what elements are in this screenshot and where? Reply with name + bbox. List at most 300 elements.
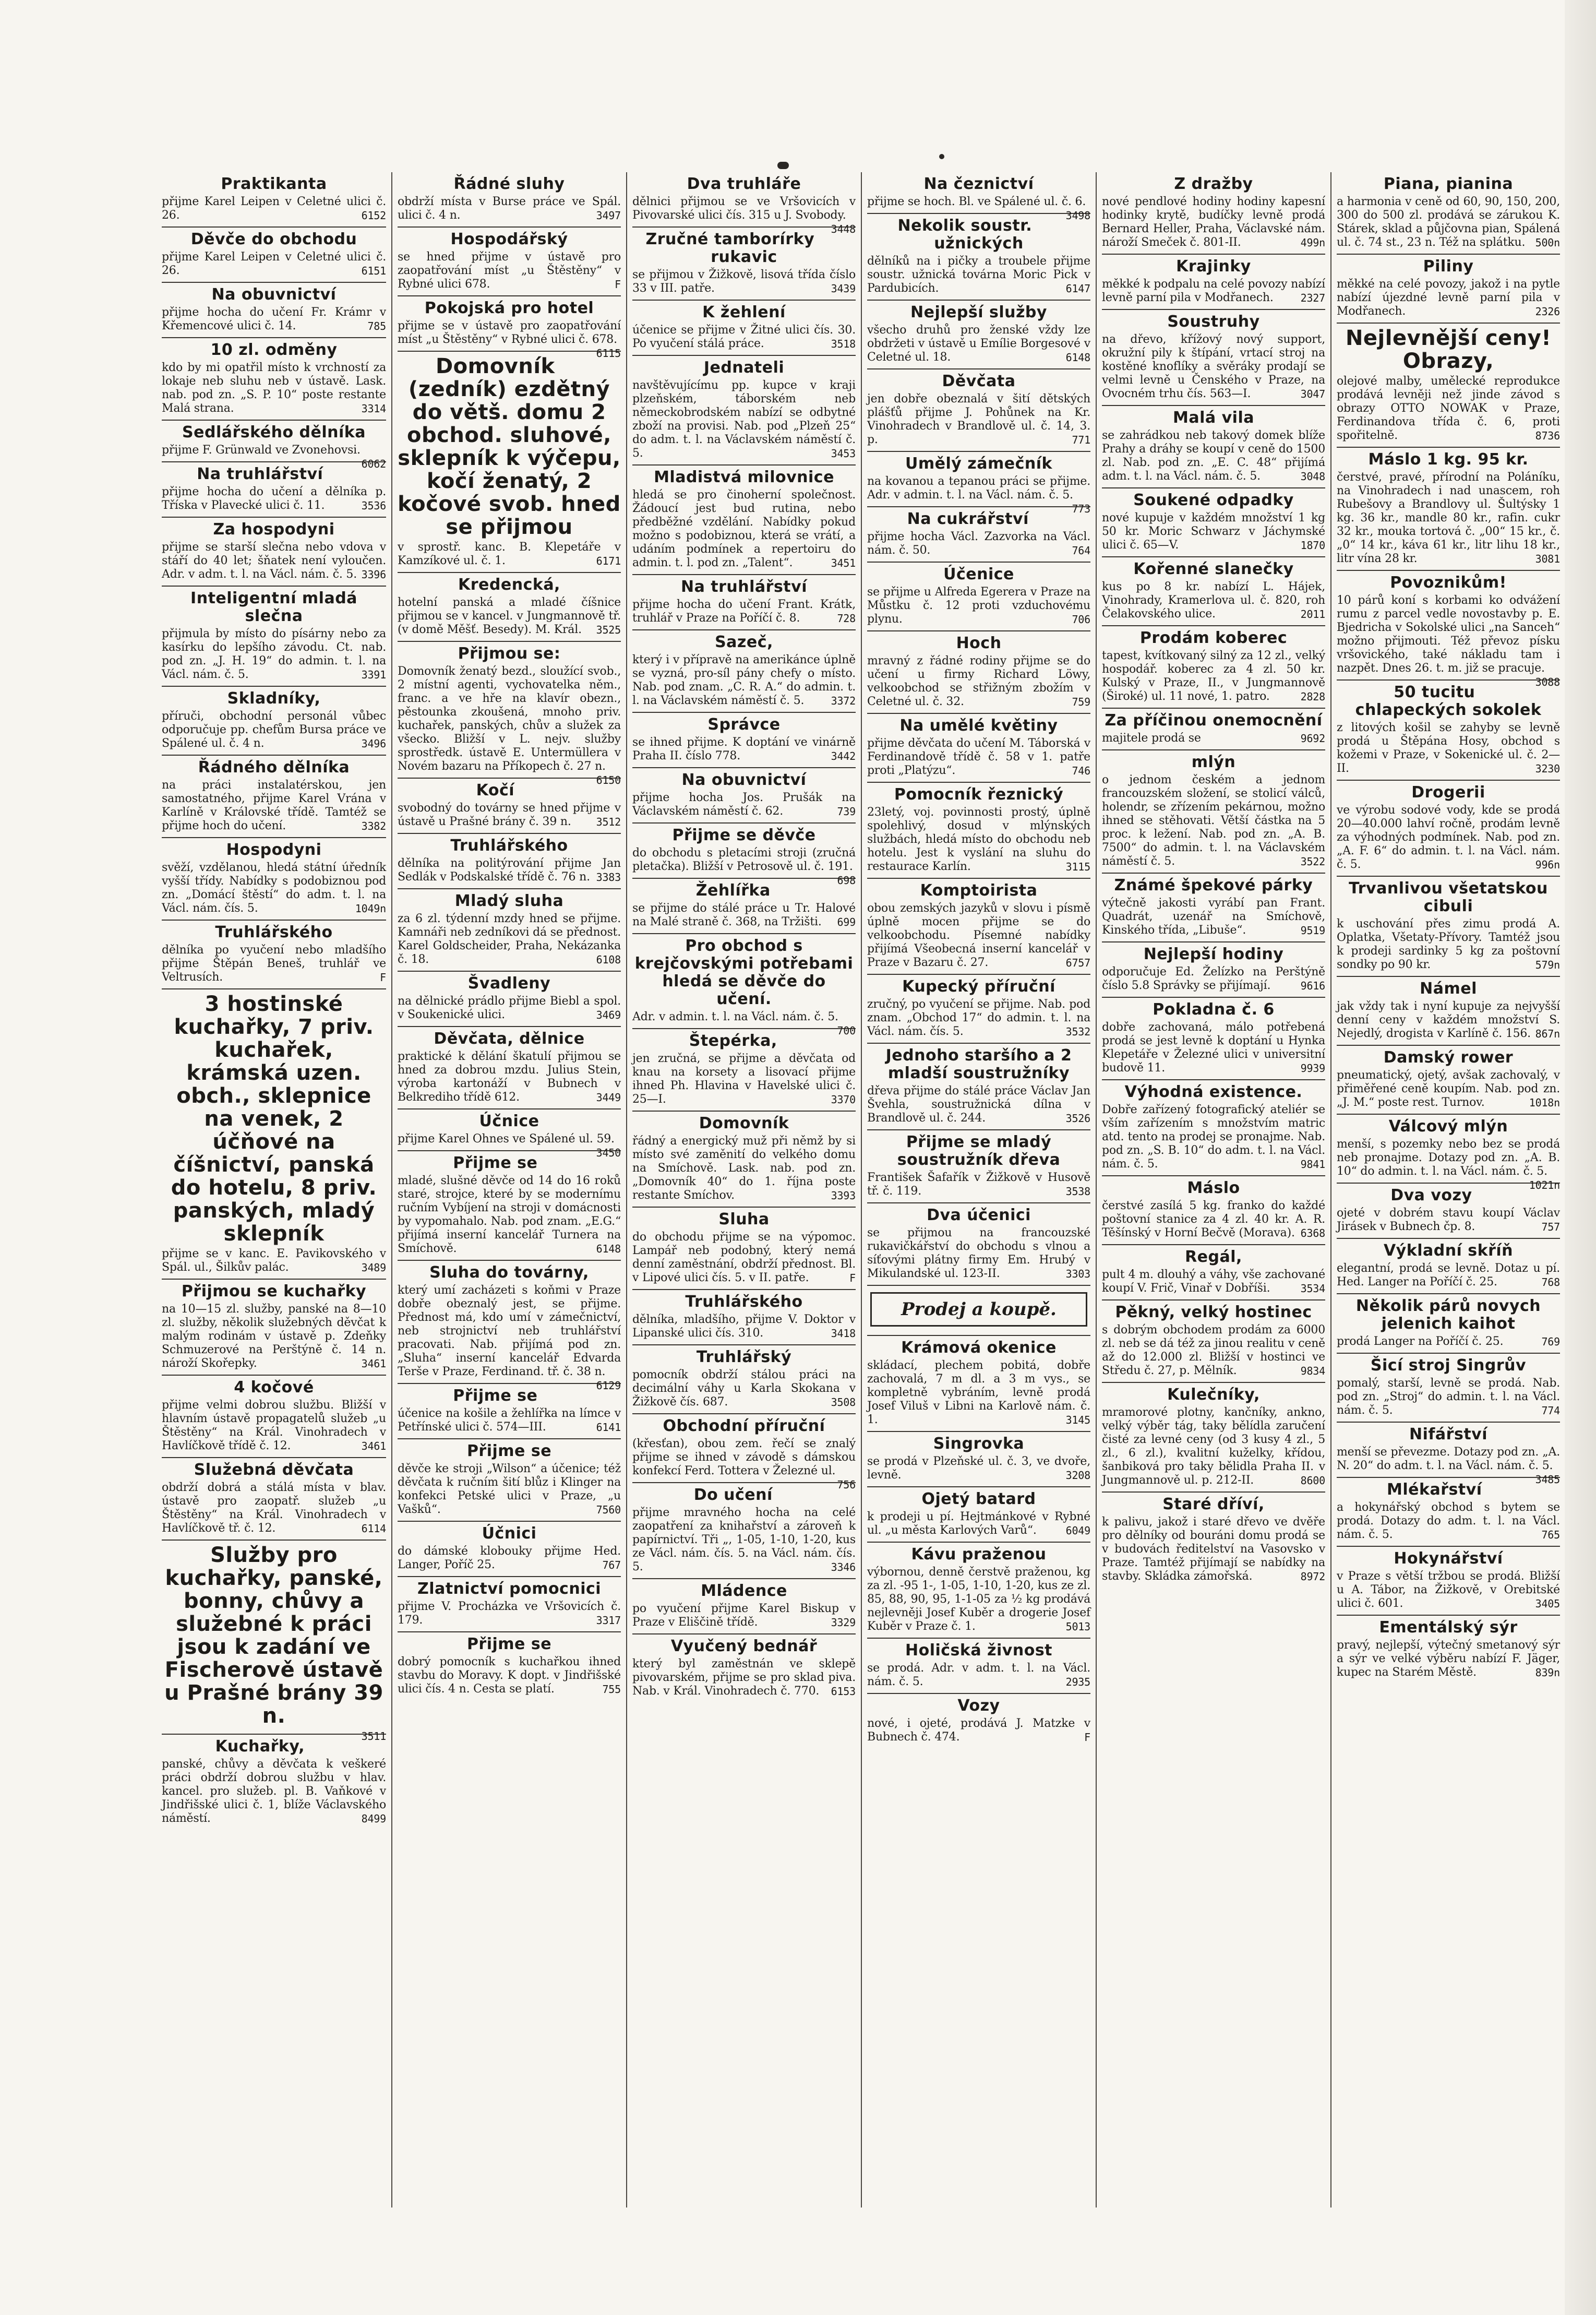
- classified-ad: [398, 1261, 621, 1392]
- ad-number: 6148: [1065, 351, 1090, 364]
- ad-body: [1102, 1268, 1325, 1295]
- ad-text: hotelní panská a mladé číšnice přijmou se v kancel. v Jungmannově tř. (v domě Měšť. Besedy). M. Král.: [398, 596, 621, 636]
- ad-body: [867, 324, 1090, 364]
- ad-heading: Sedlářského dělníka: [182, 423, 366, 441]
- ad-number: 6141: [596, 1421, 621, 1434]
- ad-number: 3497: [596, 209, 621, 222]
- ad-heading: Umělý zámečník: [905, 455, 1052, 473]
- ad-heading: Jednateli: [703, 359, 785, 377]
- ad-text: o jednom českém a jednom francouzském složení, se stolicí válců, holendr, se zřízením pekárnou, možno ihned se stěhovati. Větší částka na 5 proc. k ležení. Nab. pod zn. „A. B. 7500“ do admin. t. l. na Václavském náměstí č. 5.: [1102, 773, 1325, 868]
- ad-text: se přijme do stálé práce u Tr. Halové na Malé straně č. 368, na Tržišti.: [632, 902, 856, 928]
- ad-number: 6147: [1065, 282, 1090, 295]
- ad-text: pneumatický, ojetý, avšak zachovalý, v přiměřené ceně koupím. Nab. pod zn. „J. M.“ poste rest. Turnov.: [1337, 1069, 1560, 1109]
- ad-heading: Hospodářský: [450, 230, 568, 248]
- ad-text: na práci instalatérskou, jen samostatného, přijme Karel Vrána v Karlíně v Královské třídě. Tamtéž se přijme hoch do učení.: [162, 779, 386, 832]
- ad-number: 3115: [1065, 861, 1090, 873]
- ad-number: 8736: [1535, 429, 1560, 442]
- ad-text: navštěvujícímu pp. kupce v kraji plzeňském, táborském neb německobrodském nabízí se odbytné zboží na provisi. Nab. pod „Plzeň 25“ do adm. t. l. na Václavském náměstí č. 5.: [632, 379, 856, 460]
- ad-number: 500n: [1535, 236, 1560, 249]
- ad-body: [1337, 278, 1560, 318]
- ad-body: [1337, 1639, 1560, 1679]
- ad-body: [1102, 732, 1325, 745]
- ad-body: [1337, 804, 1560, 872]
- ad-text: se zahrádkou neb takový domek blíže Prahy a dráhy se koupí v ceně do 1500 zl. Nab. pod zn. „E. C. 48“ přijímá adm. t. l. na Václ. nám. č. 5.: [1102, 429, 1325, 483]
- ad-text: přijme se v ústavě pro zaopatřování míst „u Štěstěny“ v Rybné ulici č. 678.: [398, 319, 621, 346]
- ad-heading: Děvčata, dělnice: [434, 1030, 585, 1048]
- ad-heading: Služebná děvčata: [194, 1461, 354, 1479]
- ad-body: [632, 736, 856, 763]
- ad-heading: Válcový mlýn: [1388, 1117, 1508, 1136]
- classified-ad: [1337, 448, 1560, 571]
- ad-text: Domovník ženatý bezd., sloužící svob., 2 místní agenti, vychovatelka něm., franc. a ve hře na klavír obezn., pěstounka zkoušená, mnoho priv. kuchařek, panských, chův a služek za všecko. Bližší v L. nejv. služby sprostředk. ústavě E. Untermüllera v Novém bazaru na Příkopech č. 27 n.: [398, 665, 621, 773]
- ad-body: [1337, 1000, 1560, 1041]
- ad-text: se přijmou na francouzské rukavičkářství do obchodu s vlnou a síťovými plátny firmy Em. Hrubý v Mikulandské ul. 123-II.: [867, 1226, 1090, 1280]
- ad-number: 996n: [1535, 858, 1560, 871]
- ad-heading: Truhlářského: [685, 1293, 803, 1311]
- ad-number: 3382: [361, 820, 386, 832]
- ad-number: 3370: [831, 1093, 856, 1106]
- ad-heading: Na cukrářství: [907, 510, 1029, 528]
- ad-text: dělníka na politýrování přijme Jan Sedlák v Podskalské třídě č. 76 n.: [398, 857, 621, 884]
- classified-ad: [162, 587, 386, 687]
- ad-number: 3498: [1065, 209, 1090, 222]
- ad-body: [398, 250, 621, 291]
- ad-number: 3405: [1535, 1597, 1560, 1610]
- ad-number: 3396: [361, 568, 386, 581]
- ad-number: 9692: [1300, 732, 1325, 745]
- classified-ad: [162, 1280, 386, 1376]
- ad-heading: Nifářství: [1409, 1425, 1488, 1443]
- ad-text: s dobrým obchodem prodám za 6000 zl. neb se dá též za jinou realitu v ceně až do 12.000 zl. Bližší v hostinci ve Středu č. 27, p. Mělník.: [1102, 1323, 1325, 1377]
- ad-text: nové kupuje v každém množství 1 kg 50 kr. Moric Schwarz v Jáchymské ulici č. 65—V.: [1102, 511, 1325, 552]
- classified-ad: [867, 1432, 1090, 1487]
- ad-number: 8972: [1300, 1570, 1325, 1583]
- ad-body: [632, 1313, 856, 1340]
- ad-heading: Na truhlářství: [197, 465, 323, 483]
- ad-body: [398, 995, 621, 1022]
- ad-number: 3508: [831, 1396, 856, 1409]
- classified-ad: [867, 1694, 1090, 1748]
- ad-heading: Jednoho staršího a 2 mladší soustružníky: [885, 1046, 1072, 1082]
- ad-number: 6368: [1300, 1227, 1325, 1239]
- ad-number: 9939: [1300, 1062, 1325, 1075]
- classified-ad: [162, 228, 386, 283]
- classified-ad: [867, 879, 1090, 975]
- ad-text: na dřevo, křížový nový support, okružní pily k štípání, vrtací stroj na kostěné knoflíky a svěráky prodají se velmi levně u Čenského v Praze, na Ovocném trhu čís. 563—I.: [1102, 333, 1325, 400]
- classified-ad: [632, 228, 856, 301]
- ad-number: 3450: [596, 1147, 621, 1159]
- ad-heading: Kupecký příruční: [902, 977, 1055, 996]
- ad-body: [632, 1135, 856, 1202]
- ad-text: pravý, nejlepší, výtečný smetanový sýr a sýr ve velké výběru nabízí F. Jäger, kupec na Starém Městě.: [1337, 1639, 1560, 1679]
- ad-number: 768: [1541, 1276, 1560, 1288]
- ad-text: který byl zaměstnán ve sklepě pivovarském, přijme se pro sklad piva. Nab. v Král. Vinohradech č. 770.: [632, 1657, 856, 1698]
- ad-body: [162, 485, 386, 512]
- ad-heading: Několik párů novych jelenich kaihot: [1355, 1297, 1541, 1333]
- ad-text: se prodá v Plzeňské ul. č. 3, ve dvoře, levně.: [867, 1455, 1090, 1482]
- ad-text: ojeté v dobrém stavu koupí Václav Jirásek v Bubnech čp. 8.: [1337, 1207, 1560, 1233]
- ad-text: k uschování přes zimu prodá A. Oplatka, Všetaty-Přívory. Tamtéž jsou k prodeji sardinky 5 kg za poštovní sondky po 90 kr.: [1337, 917, 1560, 971]
- classified-ad: [398, 352, 621, 573]
- ad-heading: Nejlepší hodiny: [1143, 945, 1284, 963]
- classified-ad: [162, 518, 386, 587]
- classified-ad: [398, 972, 621, 1027]
- ad-heading: Zručné tamborírky rukavic: [645, 230, 815, 266]
- classified-ad: [162, 921, 386, 989]
- classified-ad: [632, 1029, 856, 1112]
- ad-text: svobodný do továrny se hned přijme v ústavě u Prašné brány č. 39 n.: [398, 802, 621, 828]
- ad-body: [867, 998, 1090, 1039]
- column-3: [626, 172, 861, 2207]
- ad-heading: Přijme se: [453, 1154, 538, 1172]
- ad-text: v sprostř. kanc. B. Klepetáře v Kamzíkové ul. č. 1.: [398, 541, 621, 567]
- ad-body: [162, 1481, 386, 1535]
- ad-body: [1337, 1377, 1560, 1417]
- ad-text: kus po 8 kr. nabízí L. Hájek, Vinohrady, Kramerlova ul. č. 820, roh Čelakovského ulice.: [1102, 580, 1325, 620]
- ad-text: k prodeji u pí. Hejtmánkové v Rybné ul. „u města Karlových Varů“.: [867, 1510, 1090, 1537]
- ad-body: [1102, 1199, 1325, 1240]
- classified-ad: [162, 687, 386, 756]
- ad-number: 6115: [596, 347, 621, 360]
- ad-body: [162, 1247, 386, 1274]
- ad-text: jen zručná, se přijme a děvčata od knau na korsety a lisovací přijme ihned Ph. Hlavina v Havelské ulici č. 25—I.: [632, 1052, 856, 1106]
- ad-heading: Kredencká,: [458, 576, 560, 594]
- ad-body: [867, 1717, 1090, 1744]
- ad-heading: Skladníky,: [227, 689, 321, 708]
- classified-ad: [632, 1208, 856, 1290]
- ad-number: 728: [837, 612, 856, 625]
- ad-text: přijme hocha do učení Fr. Krámr v Křemencové ulici č. 14.: [162, 306, 386, 332]
- ad-number: 774: [1541, 1404, 1560, 1417]
- ad-number: 767: [602, 1559, 621, 1571]
- classified-ad: [1337, 1239, 1560, 1294]
- ad-heading: Služby pro kuchařky, panské, bonny, chůvy a služebné k práci jsou k zadání ve Fischerově ústavě u Prašné brány 39 n.: [164, 1543, 383, 1728]
- classified-ad: [867, 975, 1090, 1044]
- classified-ad: [632, 934, 856, 1037]
- ad-number: 3418: [831, 1327, 856, 1340]
- ad-number: 3522: [1300, 855, 1325, 868]
- ad-text: svěží, vzdělanou, hledá státní úředník vyšší třídy. Nabídky s podobiznou pod zn. „Domácí štěstí“ do adm. t. l. na Václ. nám. čís. 5.: [162, 861, 386, 915]
- page-edge: [1565, 0, 1596, 2315]
- ad-text: přijme hocha Jos. Prušák na Václavském náměstí č. 62.: [632, 791, 856, 818]
- ad-body: [162, 541, 386, 581]
- ad-text: obou zemských jazyků v slovu i písmě úplně mocen přijme se do velkoobchodu. Písemné nabídky přijímá Všeobecná inserní kancelář v Praze v Bazaru č. 27.: [867, 902, 1090, 969]
- classified-ad: [1337, 1423, 1560, 1486]
- ad-text: panské, chůvy a děvčata k veškeré práci obdrží dobrou službu v hlav. kancel. pro služeb. pl. B. Vaňkové v Jindřišské ulici č. 1, blíže Václavského náměstí.: [162, 1758, 386, 1825]
- ad-body: [1102, 773, 1325, 868]
- ad-heading: Vyučený bednář: [670, 1637, 818, 1655]
- classified-ad: [1102, 1300, 1325, 1383]
- ad-number: 739: [837, 805, 856, 818]
- ad-body: [1337, 1207, 1560, 1234]
- ad-heading: Mladý sluha: [454, 892, 564, 910]
- ad-heading: Holičská živnost: [905, 1641, 1053, 1660]
- ad-body: [1102, 580, 1325, 621]
- ad-number: 700: [837, 1024, 856, 1037]
- classified-ad: [1102, 1176, 1325, 1245]
- ad-body: [867, 1226, 1090, 1281]
- ad-body: [398, 319, 621, 360]
- classified-ad: [867, 369, 1090, 452]
- ad-text: praktické k dělání škatulí přijmou se hned za dobrou mzdu. Julius Stein, výroba kartonáží v Bubnech v Belkrediho třídě 612.: [398, 1050, 621, 1104]
- classified-ad: [162, 1458, 386, 1541]
- ad-number: 3461: [361, 1440, 386, 1452]
- ad-text: příruči, obchodní personál vůbec odporučuje pp. chefům Bursa práce ve Spálené ul. č. 4 n.: [162, 710, 386, 750]
- classified-ad: [1337, 1294, 1560, 1354]
- ad-body: [632, 1368, 856, 1409]
- ad-heading: Truhlářského: [215, 923, 333, 941]
- ad-body: [632, 324, 856, 351]
- classified-ad: [632, 172, 856, 235]
- ad-heading: Pokladna č. 6: [1153, 1000, 1275, 1019]
- ad-text: čerstvé zasílá 5 kg. franko do každé poštovní stanice za 4 zl. 40 kr. A. R. Těšínský v Horní Bečvě (Morava).: [1102, 1199, 1325, 1239]
- ad-number: 3230: [1535, 762, 1560, 775]
- ad-heading: 50 tucitu chlapeckých sokolek: [1355, 683, 1542, 719]
- ad-number: 3317: [596, 1614, 621, 1627]
- ad-body: [398, 596, 621, 637]
- ad-heading: Za hospodyni: [213, 520, 335, 539]
- classified-ad: [162, 756, 386, 838]
- ad-body: [398, 1407, 621, 1434]
- ad-body: [162, 1399, 386, 1453]
- ad-body: [867, 392, 1090, 447]
- classified-ad: [162, 338, 386, 421]
- classified-ad: [162, 421, 386, 470]
- ad-number: 3532: [1065, 1025, 1090, 1038]
- ad-heading: Pro obchod s krejčovskými potřebami hledá se děvče do učení.: [634, 937, 854, 1008]
- ad-heading: Prodám koberec: [1139, 629, 1288, 647]
- ad-text: nové, i ojeté, prodává J. Matzke v Bubnech č. 474.: [867, 1717, 1090, 1744]
- ad-number: 1870: [1300, 539, 1325, 552]
- classified-ad: [398, 1384, 621, 1439]
- ad-number: 765: [1541, 1529, 1560, 1541]
- classified-ad: [1102, 406, 1325, 488]
- ad-number: 9841: [1300, 1158, 1325, 1171]
- ad-text: se přijmou v Žižkově, lisová třída číslo 33 v III. patře.: [632, 268, 856, 295]
- ad-number: 9616: [1300, 980, 1325, 992]
- classified-ad: [632, 879, 856, 934]
- classified-ad: [398, 779, 621, 834]
- ad-number: 3538: [1065, 1185, 1090, 1198]
- ad-heading: Do učení: [693, 1486, 773, 1504]
- ad-heading: Malá vila: [1173, 409, 1254, 427]
- classified-ad: [1102, 750, 1325, 874]
- ad-number: 499n: [1300, 236, 1325, 249]
- ad-text: olejové malby, umělecké reprodukce prodává levněji než jinde závod s obrazy OTTO NOWAK v Praze, Ferdinandova třída č. 6, proti spořitelně.: [1337, 375, 1560, 442]
- ad-heading: 10 zl. odměny: [210, 341, 338, 359]
- ad-heading: Výhodná existence.: [1124, 1083, 1303, 1101]
- ad-body: [398, 1174, 621, 1256]
- classified-ad: [398, 573, 621, 642]
- ad-text: ve výrobu sodové vody, kde se prodá 20—40.000 lahví ročně, prodám levně za výhodných podmínek. Nab. pod zn. „A. F. 6“ do admin. t. l. na Václ. nám. č. 5.: [1337, 804, 1560, 871]
- ad-number: 3449: [596, 1091, 621, 1104]
- ad-text: jen dobře obeznalá v šití dětských plášťů přijme J. Pohůnek na Kr. Vinohradech v Brandlově ul. č. 14, 3. p.: [867, 392, 1090, 446]
- classified-ad: [1337, 1046, 1560, 1115]
- ad-number: 759: [1072, 696, 1090, 708]
- section-heading: Prodej a koupě.: [870, 1292, 1087, 1327]
- ad-heading: Máslo: [1187, 1179, 1240, 1197]
- ad-body: [398, 1462, 621, 1517]
- ad-body: [162, 306, 386, 333]
- classified-ad: [867, 1130, 1090, 1203]
- ad-body: [867, 1662, 1090, 1689]
- classified-ad: [1102, 1080, 1325, 1176]
- ad-number: 3088: [1535, 676, 1560, 688]
- ad-heading: Na obuvnictví: [681, 771, 807, 789]
- classified-ad: [867, 301, 1090, 369]
- ad-text: nové pendlové hodiny hodiny kapesní hodinky krytě, budíčky levně prodá Bernard Heller, Praha, Václavské nám. nároží Smeček č. 801-II.: [1102, 195, 1325, 249]
- ad-number: 3329: [831, 1616, 856, 1629]
- classified-ad: [632, 1579, 856, 1634]
- ad-text: na 10—15 zl. služby, panské na 8—10 zl. služby, několik služebných děvčat k malým rodinám v ústavě p. Zdeňky Schmuzerové na Perštýně č. 14 n. nároží Skořepky.: [162, 1303, 386, 1370]
- ad-text: přijme V. Procházka ve Vršovicích č. 179.: [398, 1600, 621, 1627]
- ad-body: [1337, 1501, 1560, 1542]
- ad-body: [1337, 471, 1560, 566]
- ad-text: jak vždy tak i nyní kupuje za nejvyšší denní ceny v každém množství S. Nejedlý, drogista v Karlíně č. 156.: [1337, 1000, 1560, 1040]
- ad-body: [162, 779, 386, 833]
- ad-text: a hokynářský obchod s bytem se prodá. Dotazy do adm. t. l. na Václ. nám. č. 5.: [1337, 1501, 1560, 1541]
- ad-number: F: [1084, 1731, 1090, 1744]
- classified-ad: [398, 834, 621, 889]
- ad-heading: Soukené odpadky: [1133, 491, 1294, 509]
- ad-text: odporučuje Ed. Želízko na Perštýně číslo 5.8 Správky se přijímají.: [1102, 965, 1325, 992]
- ad-text: kdo by mi opatřil místo k vrchností za lokaje neb sluhu neb v ústavě. Lask. nab. pod zn. „S. P. 10“ poste restante Malá strana.: [162, 361, 386, 415]
- ad-heading: Komptoirista: [920, 881, 1038, 900]
- ad-number: 7560: [596, 1503, 621, 1516]
- classified-ad: [1102, 310, 1325, 406]
- ad-heading: Singrovka: [933, 1435, 1025, 1453]
- ad-body: [1337, 375, 1560, 443]
- ad-heading: Nekolik soustr. užnických: [897, 217, 1033, 253]
- ad-body: [632, 902, 856, 929]
- ad-number: 3511: [361, 1730, 386, 1743]
- ad-text: přijme Karel Ohnes ve Spálené ul. 59.: [398, 1132, 615, 1145]
- classified-ad: [867, 214, 1090, 301]
- ad-body: [398, 665, 621, 786]
- ad-body: [867, 1084, 1090, 1125]
- ad-heading: Trvanlivou všetatskou cibuli: [1349, 879, 1548, 915]
- ad-heading: Účenice: [943, 565, 1014, 583]
- ad-text: dřeva přijme do stálé práce Václav Jan Švehla, soustružnická dílna v Brandlově ul. č. 244.: [867, 1084, 1090, 1125]
- classified-ad: [1337, 681, 1560, 781]
- ad-heading: Máslo 1 kg. 95 kr.: [1368, 450, 1529, 469]
- classified-ad: [867, 1286, 1090, 1336]
- ad-body: [632, 379, 856, 460]
- ad-heading: Truhlářského: [450, 837, 568, 855]
- ad-text: do dámské klobouky přijme Hed. Langer, Poříč 25.: [398, 1545, 621, 1571]
- ad-body: [1102, 278, 1325, 305]
- ad-text: po vyučení přijme Karel Biskup v Praze v Eliščině třídě.: [632, 1602, 856, 1629]
- column-2: [391, 172, 626, 2207]
- ad-number: 8499: [361, 1812, 386, 1825]
- ad-heading: Přijmou se:: [458, 645, 561, 663]
- ad-text: dobře zachovaná, málo potřebená prodá se jest levně k doptání u Hynka Klepetáře v Železné ulici v universitní budově 11.: [1102, 1021, 1325, 1075]
- ad-heading: mlýn: [1191, 753, 1236, 771]
- ad-body: [867, 806, 1090, 874]
- classified-ad: [1337, 877, 1560, 977]
- ad-text: na dělnické prádlo přijme Biebl a spol. v Soukenické ulici.: [398, 995, 621, 1021]
- ad-number: 3512: [596, 816, 621, 828]
- ad-body: [632, 791, 856, 818]
- ad-body: [1337, 1138, 1560, 1191]
- ad-number: 755: [602, 1683, 621, 1696]
- classified-ad: [1102, 557, 1325, 626]
- ad-number: 3442: [831, 750, 856, 762]
- classified-ad: [632, 466, 856, 575]
- ad-heading: Piliny: [1423, 257, 1474, 276]
- ad-heading: Domovník: [699, 1114, 789, 1132]
- ad-heading: Pěkný, velký hostinec: [1115, 1303, 1312, 1321]
- classified-ad: [867, 714, 1090, 783]
- ad-number: 6152: [361, 209, 386, 222]
- ad-heading: Sluha: [718, 1210, 770, 1228]
- ad-heading: Účnici: [482, 1524, 537, 1543]
- classified-ad: [867, 563, 1090, 631]
- ad-number: 698: [837, 874, 856, 887]
- ad-heading: Nejlepší služby: [910, 303, 1047, 321]
- ad-text: skládací, plechem pobitá, dobře zachovalá, 7 m dl. a 3 m vys., se kompletně vybráním, levně prodá Josef Viluš v Libni na Karlově nám. č. 1.: [867, 1359, 1090, 1426]
- classified-ad: [398, 1027, 621, 1109]
- ad-body: [1102, 897, 1325, 937]
- classified-ad: [1102, 709, 1325, 750]
- classified-ad: [1102, 626, 1325, 709]
- ad-body: [398, 1655, 621, 1696]
- ad-heading: Zlatnictví pomocnici: [417, 1580, 602, 1598]
- ad-body: [1337, 1570, 1560, 1610]
- ad-text: dělníků na i pičky a troubele přijme soustr. užnická továrna Moric Pick v Pardubicích.: [867, 255, 1090, 295]
- ad-heading: Štepérka,: [689, 1032, 777, 1050]
- ad-body: [632, 1506, 856, 1574]
- ad-heading: Praktikanta: [221, 175, 327, 193]
- classified-columns: [157, 172, 1565, 2207]
- classified-ad: [1102, 255, 1325, 310]
- ad-heading: Děvče do obchodu: [190, 230, 357, 248]
- ad-heading: Drogerii: [1411, 783, 1485, 802]
- ad-number: 6114: [361, 1522, 386, 1535]
- ad-body: [1337, 1335, 1560, 1349]
- ad-text: dobrý pomocník s kuchařkou ihned stavbu do Moravy. K dopt. v Jindřišské ulici čís. 4 n. Cesta se platí.: [398, 1655, 621, 1696]
- classified-ad: [632, 1634, 856, 1702]
- classified-ad: [867, 1487, 1090, 1543]
- ad-text: mladé, slušné děvče od 14 do 16 roků staré, strojce, které by se modernímu ručním Vybíjení na stroji v domácnosti by vypomahalo. Nab. pod znam. „E.G.“ přijímá inserní kancelář Turnera na Smíchově.: [398, 1174, 621, 1255]
- ad-heading: Sluha do továrny,: [429, 1263, 589, 1282]
- classified-ad: [632, 356, 856, 466]
- ad-text: z litových košil se zahyby se levně prodá u Štěpána Hosy, obchod s kožemi v Praze, v Sokenické ul. č. 2—II.: [1337, 721, 1560, 775]
- ad-number: 3451: [831, 557, 856, 569]
- ad-number: 785: [367, 320, 386, 332]
- ad-heading: Šicí stroj Singrův: [1370, 1356, 1527, 1375]
- ad-number: 6757: [1065, 957, 1090, 969]
- ad-text: dělníka po vyučení nebo mladšího přijme Štěpán Beneš, truhlář ve Veltrusích.: [162, 944, 386, 984]
- ad-heading: Správce: [707, 715, 781, 734]
- ad-body: [632, 488, 856, 570]
- ad-body: [867, 902, 1090, 970]
- ad-body: [1337, 1262, 1560, 1289]
- ad-text: menší se převezme. Dotazy pod zn. „A. N. 20“ do adm. t. l. na Václ. nám. č. 5.: [1337, 1446, 1560, 1472]
- ad-body: [1102, 511, 1325, 552]
- ad-number: 3518: [831, 338, 856, 350]
- classified-ad: [1102, 874, 1325, 942]
- classified-ad: [398, 1577, 621, 1632]
- ad-text: přijme se v kanc. E. Pavikovského v Spál. ul., Šilkův palác.: [162, 1247, 386, 1274]
- ad-text: měkké na celé povozy, jakož i na pytle nabízí újezdné levně parní pila v Modřanech.: [1337, 278, 1560, 318]
- column-4: [861, 172, 1096, 2207]
- ad-text: elegantní, prodá se levně. Dotaz u pí. Hed. Langer na Poříčí č. 25.: [1337, 1262, 1560, 1288]
- ad-text: který umí zacházeti s koňmi v Praze dobře obeznalý jest, se přijme. Přednost má, kdo umí v zámečnictví, neb strojnictví neb truhlářství pracovati. Nab. přijímá pod zn. „Sluha“ inserní kancelář Edvarda Terše v Praze, Ferdinand. tř. č. 38 n.: [398, 1284, 621, 1378]
- ad-body: [162, 1303, 386, 1370]
- ad-heading: Soustruhy: [1167, 313, 1260, 331]
- ad-heading: Mládence: [701, 1582, 787, 1600]
